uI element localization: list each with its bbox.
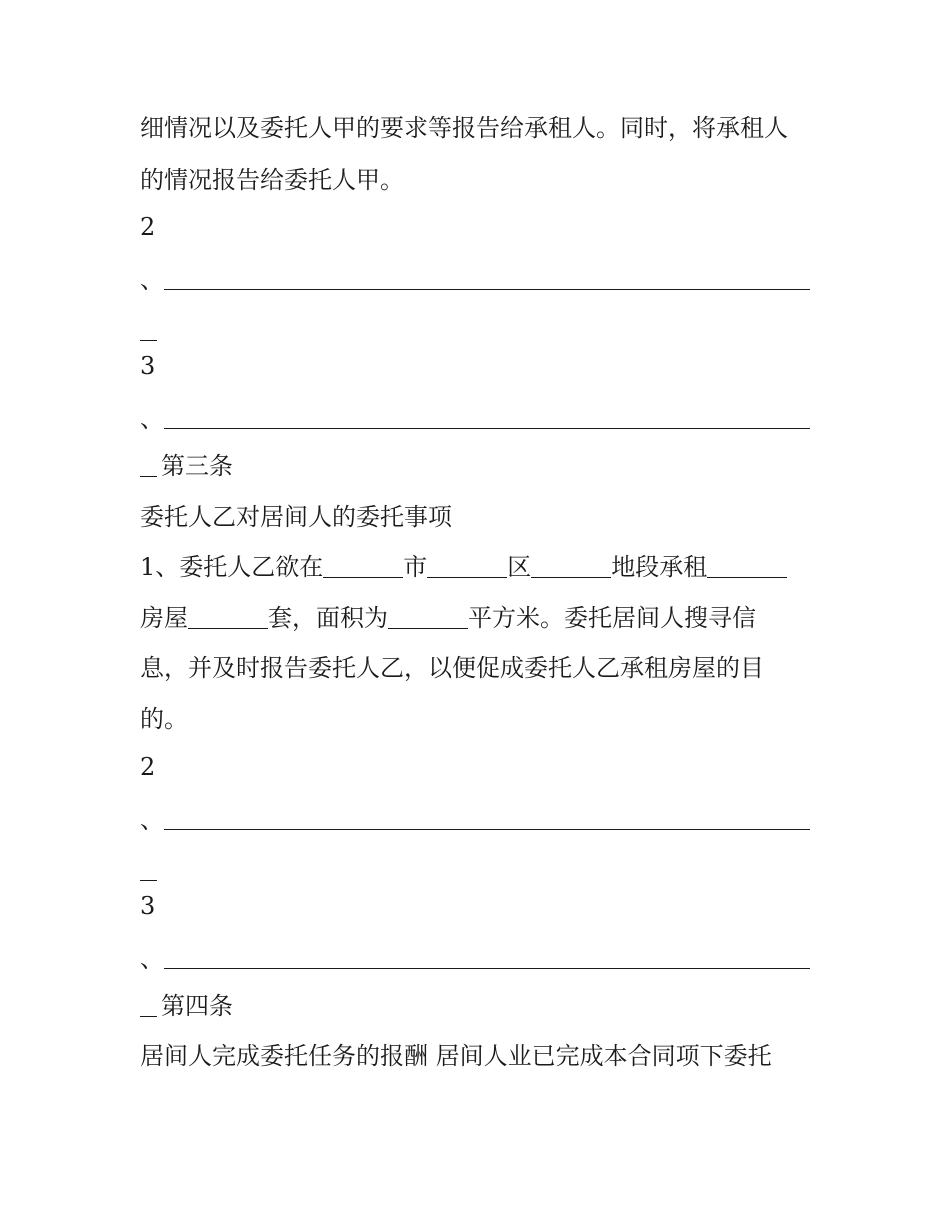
article-number: 第三条 (161, 452, 233, 480)
enumeration-comma: 、 (140, 945, 164, 973)
clause-text: 地段承租 (611, 553, 708, 581)
article-title: 委托人乙对居间人的委托事项 (140, 503, 452, 531)
fill-in-line (140, 943, 812, 975)
blank-underline (140, 880, 157, 881)
clause-text: 房屋 (140, 604, 188, 632)
underline-continuation (140, 854, 812, 886)
clause-text: 区 (507, 553, 532, 581)
paragraph-line: 的情况报告给委托人甲。 (140, 166, 404, 194)
blank-underline (164, 968, 810, 969)
fill-in-line (140, 403, 812, 435)
article-text: 居间人完成委托任务的报酬 居间人业已完成本合同项下委托 (140, 1042, 772, 1070)
item-number: 2 (140, 213, 156, 241)
clause-text: 1、委托人乙欲在 (140, 553, 324, 581)
paragraph-line: 细情况以及委托人甲的要求等报告给承租人。同时，将承租人 (140, 114, 788, 142)
clause-line: 的。 (140, 705, 188, 733)
blank-underline (140, 476, 157, 477)
blank-house-type (707, 577, 787, 578)
clause-text: 平方米。委托居间人搜寻信 (468, 604, 756, 632)
article-heading (140, 450, 812, 482)
article-heading (140, 990, 812, 1022)
blank-district (427, 577, 507, 578)
underline-continuation (140, 314, 812, 346)
clause-line (140, 602, 812, 634)
blank-city (323, 577, 403, 578)
clause-text: 市 (403, 553, 428, 581)
blank-location (531, 577, 611, 578)
clause-line (140, 551, 812, 583)
blank-underline (140, 1016, 157, 1017)
blank-underline (164, 428, 810, 429)
item-number: 2 (140, 753, 156, 781)
blank-count (188, 628, 268, 629)
enumeration-comma: 、 (140, 266, 164, 294)
enumeration-comma: 、 (140, 405, 164, 433)
item-number: 3 (140, 352, 156, 380)
enumeration-comma: 、 (140, 806, 164, 834)
item-number: 3 (140, 892, 156, 920)
article-number: 第四条 (161, 992, 233, 1020)
fill-in-line (140, 804, 812, 836)
clause-text: 套，面积为 (268, 604, 388, 632)
clause-line: 息，并及时报告委托人乙，以便促成委托人乙承租房屋的目 (140, 654, 764, 682)
blank-underline (164, 289, 810, 290)
blank-underline (164, 829, 810, 830)
blank-underline (140, 340, 157, 341)
fill-in-line (140, 264, 812, 296)
blank-area (388, 628, 468, 629)
